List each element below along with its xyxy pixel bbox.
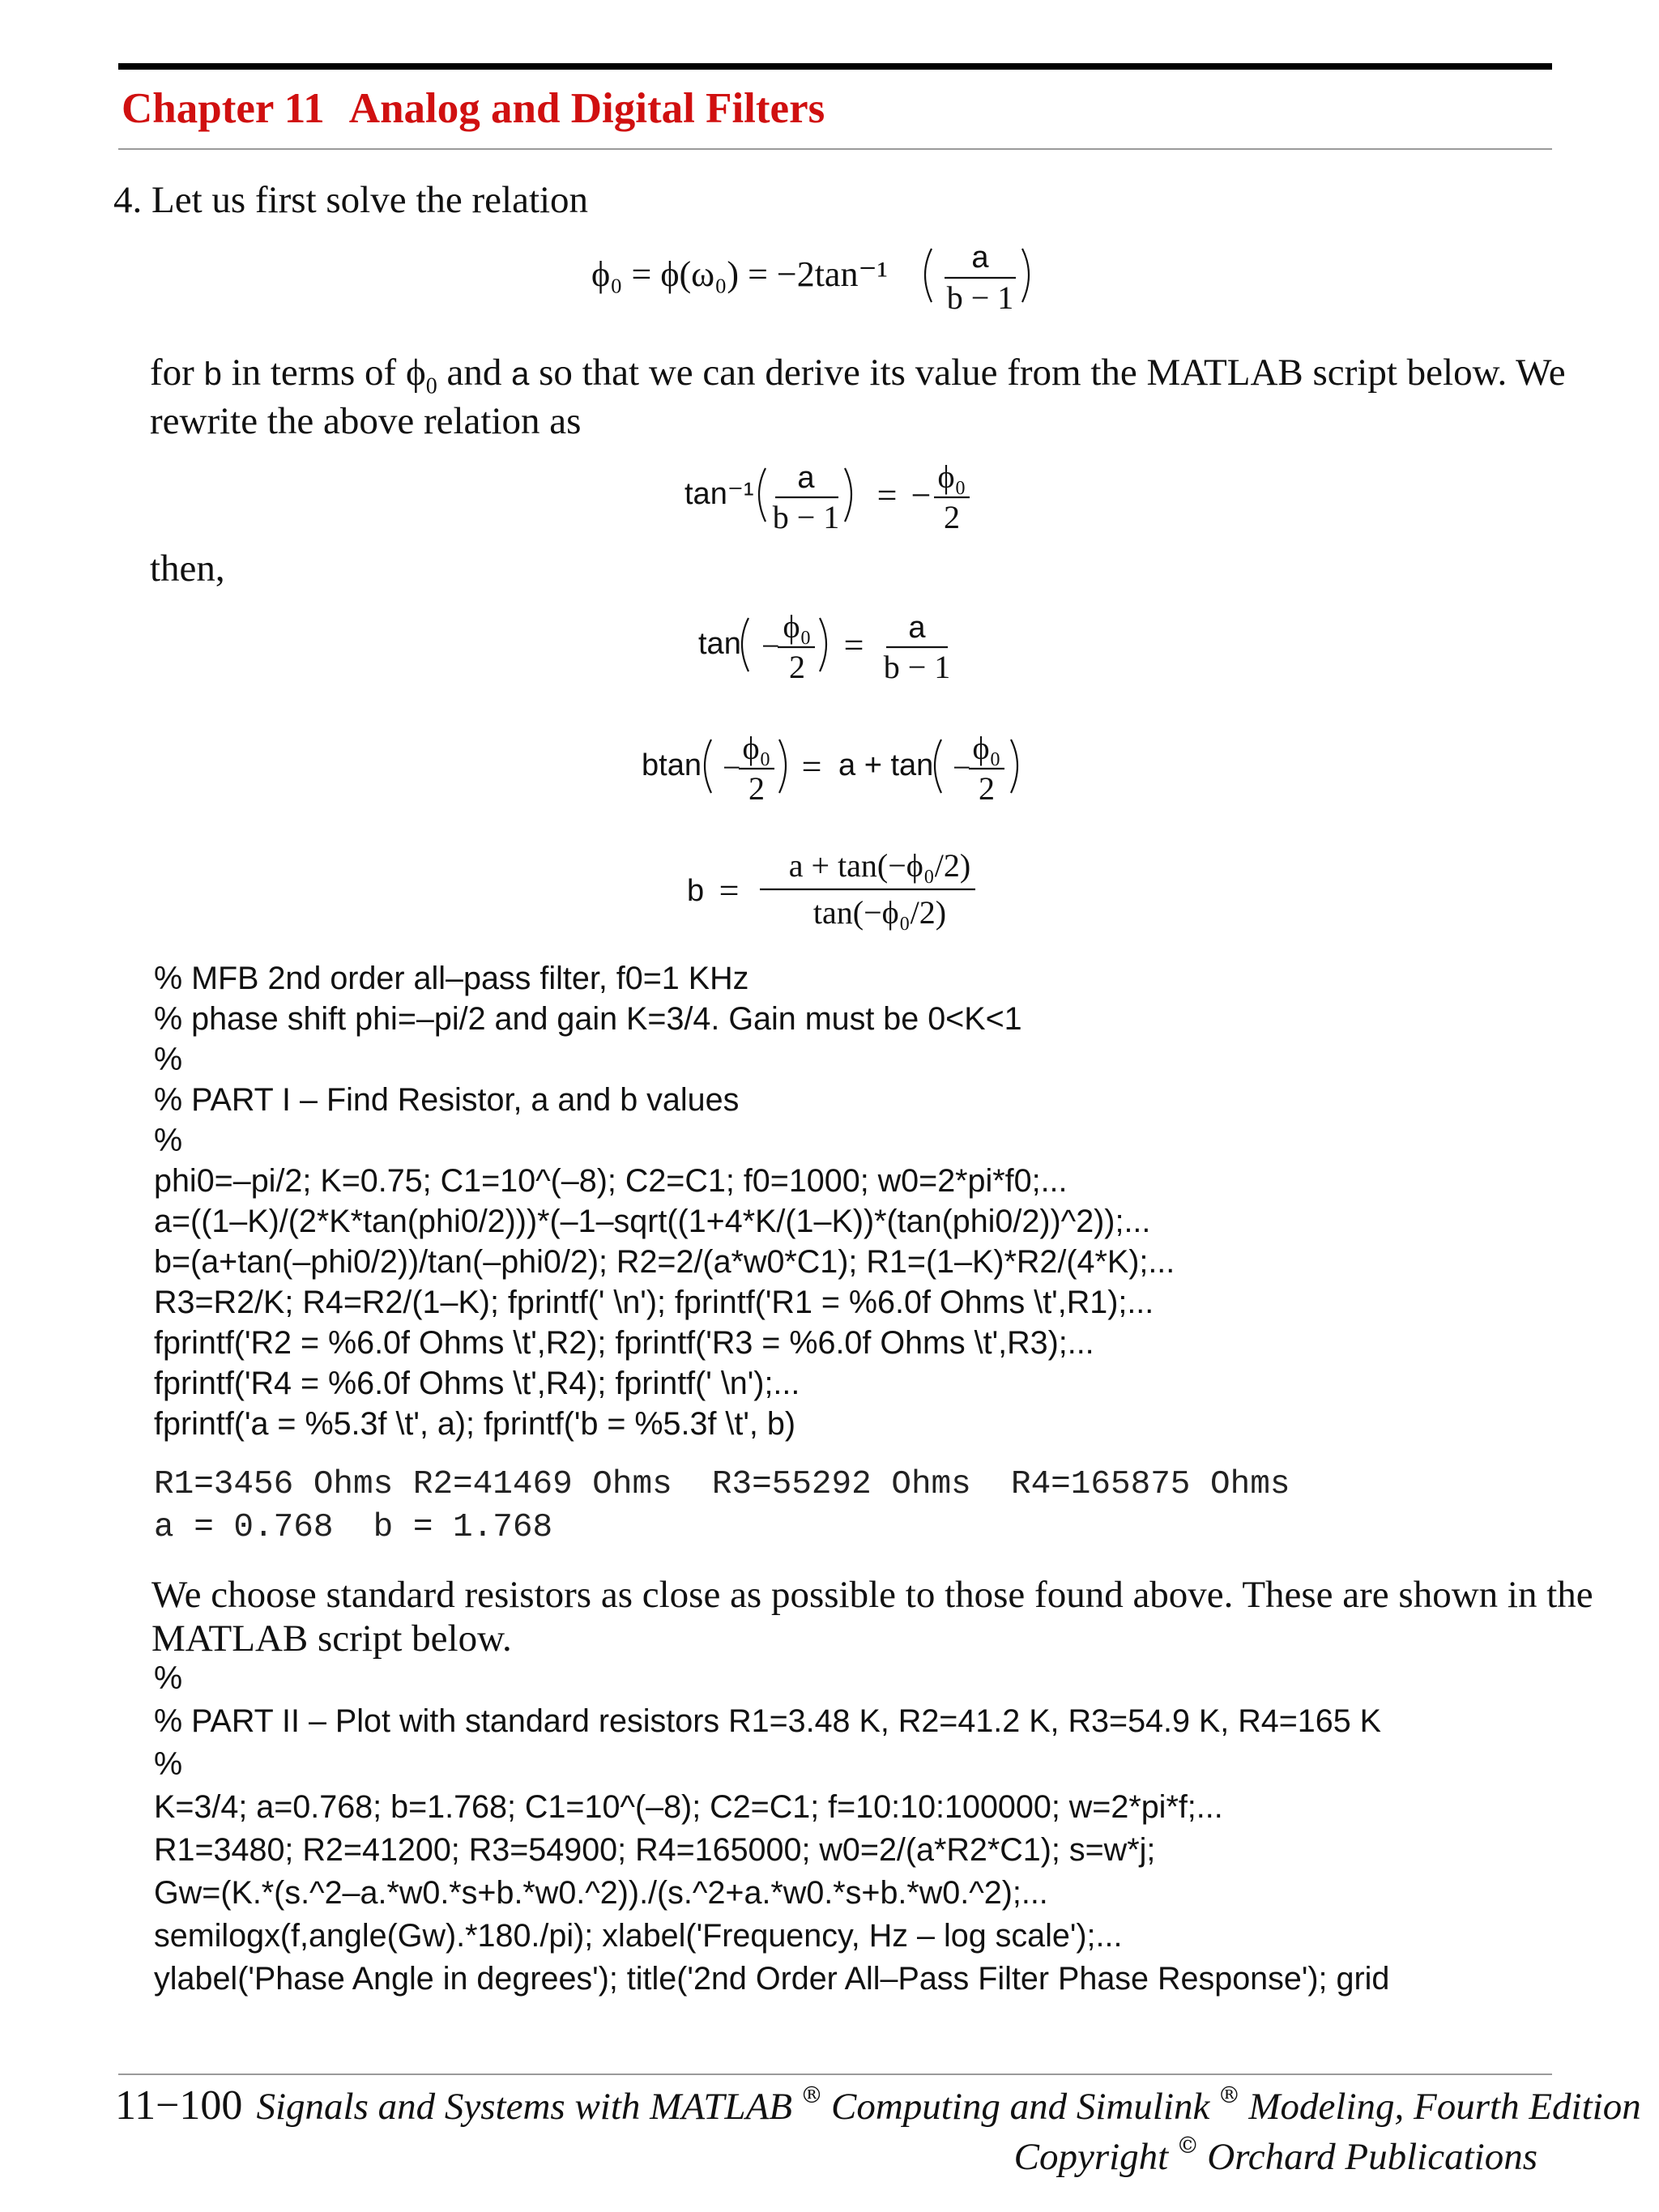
eq2-den: b − 1 (772, 499, 840, 535)
code-line: % (154, 1123, 183, 1158)
then-text: then, (150, 548, 225, 590)
equation-4 (642, 725, 1030, 814)
problem-intro-text: Let us first solve the relation (151, 179, 589, 221)
header-underline (118, 148, 1552, 150)
eq1-lhs: ϕ₀ = ϕ(ω₀) = −2tan⁻¹ (591, 254, 888, 294)
eq1-den: b − 1 (946, 279, 1014, 316)
problem-number: 4. (113, 179, 143, 221)
eq3-equals: = (843, 625, 864, 665)
eq4-den: 2 (748, 770, 765, 807)
eq5-num: a + tan(−ϕ₀/2) (788, 847, 971, 884)
code-line: a=((1–K)/(2*K*tan(phi0/2)))*(–1–sqrt((1+4*K/(1–K))*(tan(phi0/2))^2));... (154, 1204, 1151, 1239)
eq2-equals: = (876, 475, 898, 515)
eq1-left-paren (925, 249, 932, 302)
paragraph-2-line-2: MATLAB script below. (151, 1617, 512, 1660)
equation-1 (591, 231, 1077, 320)
code-line: % phase shift phi=–pi/2 and gain K=3/4. Gain must be 0<K<1 (154, 1001, 1022, 1037)
code-line: % PART II – Plot with standard resistors R1=3.48 K, R2=41.2 K, R3=54.9 K, R4=165 K (154, 1703, 1382, 1739)
eq5-lhs: b (687, 874, 705, 908)
svg-text:−: − (953, 749, 971, 786)
paragraph-2-line-1: We choose standard resistors as close as possible to those found above. These are shown in the (151, 1574, 1593, 1616)
code-line: % (154, 1660, 183, 1696)
eq3-left-paren (742, 618, 748, 671)
code-line: % (154, 1042, 183, 1077)
code-line: R3=R2/K; R4=R2/(1–K); fprintf(' \n'); fprintf('R1 = %6.0f Ohms \t',R1);... (154, 1285, 1154, 1320)
code-line: fprintf('a = %5.3f \t', a); fprintf('b = %5.3f \t', b) (154, 1406, 795, 1442)
svg-text:−: − (723, 749, 741, 786)
code-line: fprintf('R4 = %6.0f Ohms \t',R4); fprintf(' \n');... (154, 1366, 800, 1401)
output-line: a = 0.768 b = 1.768 (154, 1509, 553, 1546)
footer-copyright: Copyright © Orchard Publications (1013, 2132, 1537, 2178)
eq3-rhs-den: b − 1 (883, 649, 951, 685)
eq2-right-paren (845, 468, 851, 522)
code-line: % (154, 1746, 183, 1782)
page-number: 11−100 (115, 2082, 243, 2129)
footer-line-1: 11−100 Signals and Systems with MATLAB ® Computing and Simulink ® Modeling, Fourth Edition (115, 2082, 1641, 2129)
header-rule (118, 63, 1552, 70)
eq3-right-paren (820, 618, 826, 671)
eq1-num: a (971, 241, 989, 275)
eq4-lhs: btan (642, 748, 702, 782)
eq2-num: a (797, 461, 815, 495)
chapter-label: Chapter 11 (122, 85, 325, 132)
equation-2 (684, 454, 1009, 543)
eq2-rhs-den: 2 (944, 499, 960, 535)
code-line: Gw=(K.*(s.^2–a.*w0.*s+b.*w0.^2))./(s.^2+a.*w0.*s+b.*w0.^2);... (154, 1875, 1048, 1911)
eq4-rhs-den: 2 (979, 770, 995, 807)
code-line: K=3/4; a=0.768; b=1.768; C1=10^(–8); C2=C1; f=10:10:100000; w=2*pi*f;... (154, 1789, 1223, 1825)
code-line: semilogx(f,angle(Gw).*180./pi); xlabel('Frequency, Hz – log scale');... (154, 1918, 1123, 1954)
code-line: fprintf('R2 = %6.0f Ohms \t',R2); fprintf('R3 = %6.0f Ohms \t',R3);... (154, 1325, 1094, 1361)
eq3-den: 2 (789, 649, 805, 685)
eq2-minus: − (911, 475, 932, 515)
problem-intro (113, 178, 588, 222)
book-title-b: Computing and Simulink (831, 2086, 1210, 2128)
equation-3 (698, 603, 1006, 693)
paragraph-1-line-1: for b in terms of $\phi_0$ and a so that we can derive its value from the MATLAB script below. We (150, 352, 1566, 399)
eq3-num: ϕ₀ (783, 608, 812, 645)
eq5-den: tan(−ϕ₀/2) (812, 894, 947, 931)
code-line: b=(a+tan(–phi0/2))/tan(–phi0/2); R2=2/(a*w0*C1); R1=(1–K)*R2/(4*K);... (154, 1244, 1175, 1280)
eq2-rhs-num: ϕ₀ (937, 458, 966, 495)
eq4-rhs-num: ϕ₀ (972, 730, 1001, 766)
eq4-num: ϕ₀ (742, 730, 771, 766)
equation-5 (687, 842, 995, 940)
code-line: % PART I – Find Resistor, a and b values (154, 1082, 740, 1118)
eq3-lhs: tan (698, 627, 741, 661)
footer-rule (118, 2073, 1552, 2075)
eq2-left-paren (759, 468, 766, 522)
eq4-rhs: a + tan (838, 748, 934, 782)
svg-text:=: = (719, 871, 740, 910)
book-title-a: Signals and Systems with MATLAB (256, 2086, 792, 2128)
eq2-lhs: tan⁻¹ (684, 477, 754, 511)
code-line: % MFB 2nd order all–pass filter, f0=1 KHz (154, 961, 749, 996)
paragraph-1-line-2: rewrite the above relation as (150, 400, 582, 442)
chapter-heading (122, 84, 825, 133)
svg-text:−: − (761, 628, 780, 664)
output-line: R1=3456 Ohms R2=41469 Ohms R3=55292 Ohms R4=165875 Ohms (154, 1466, 1290, 1503)
eq3-rhs-num: a (908, 611, 926, 645)
code-line: ylabel('Phase Angle in degrees'); title('2nd Order All–Pass Filter Phase Response'); grid (154, 1961, 1390, 1997)
code-line: R1=3480; R2=41200; R3=54900; R4=165000; w0=2/(a*R2*C1); s=w*j; (154, 1832, 1156, 1868)
eq1-right-paren (1022, 249, 1029, 302)
svg-text:=: = (801, 747, 822, 786)
chapter-title: Analog and Digital Filters (348, 85, 825, 132)
code-line: phi0=–pi/2; K=0.75; C1=10^(–8); C2=C1; f0=1000; w0=2*pi*f0;... (154, 1163, 1068, 1199)
book-title-c: Modeling, Fourth Edition (1248, 2086, 1641, 2128)
